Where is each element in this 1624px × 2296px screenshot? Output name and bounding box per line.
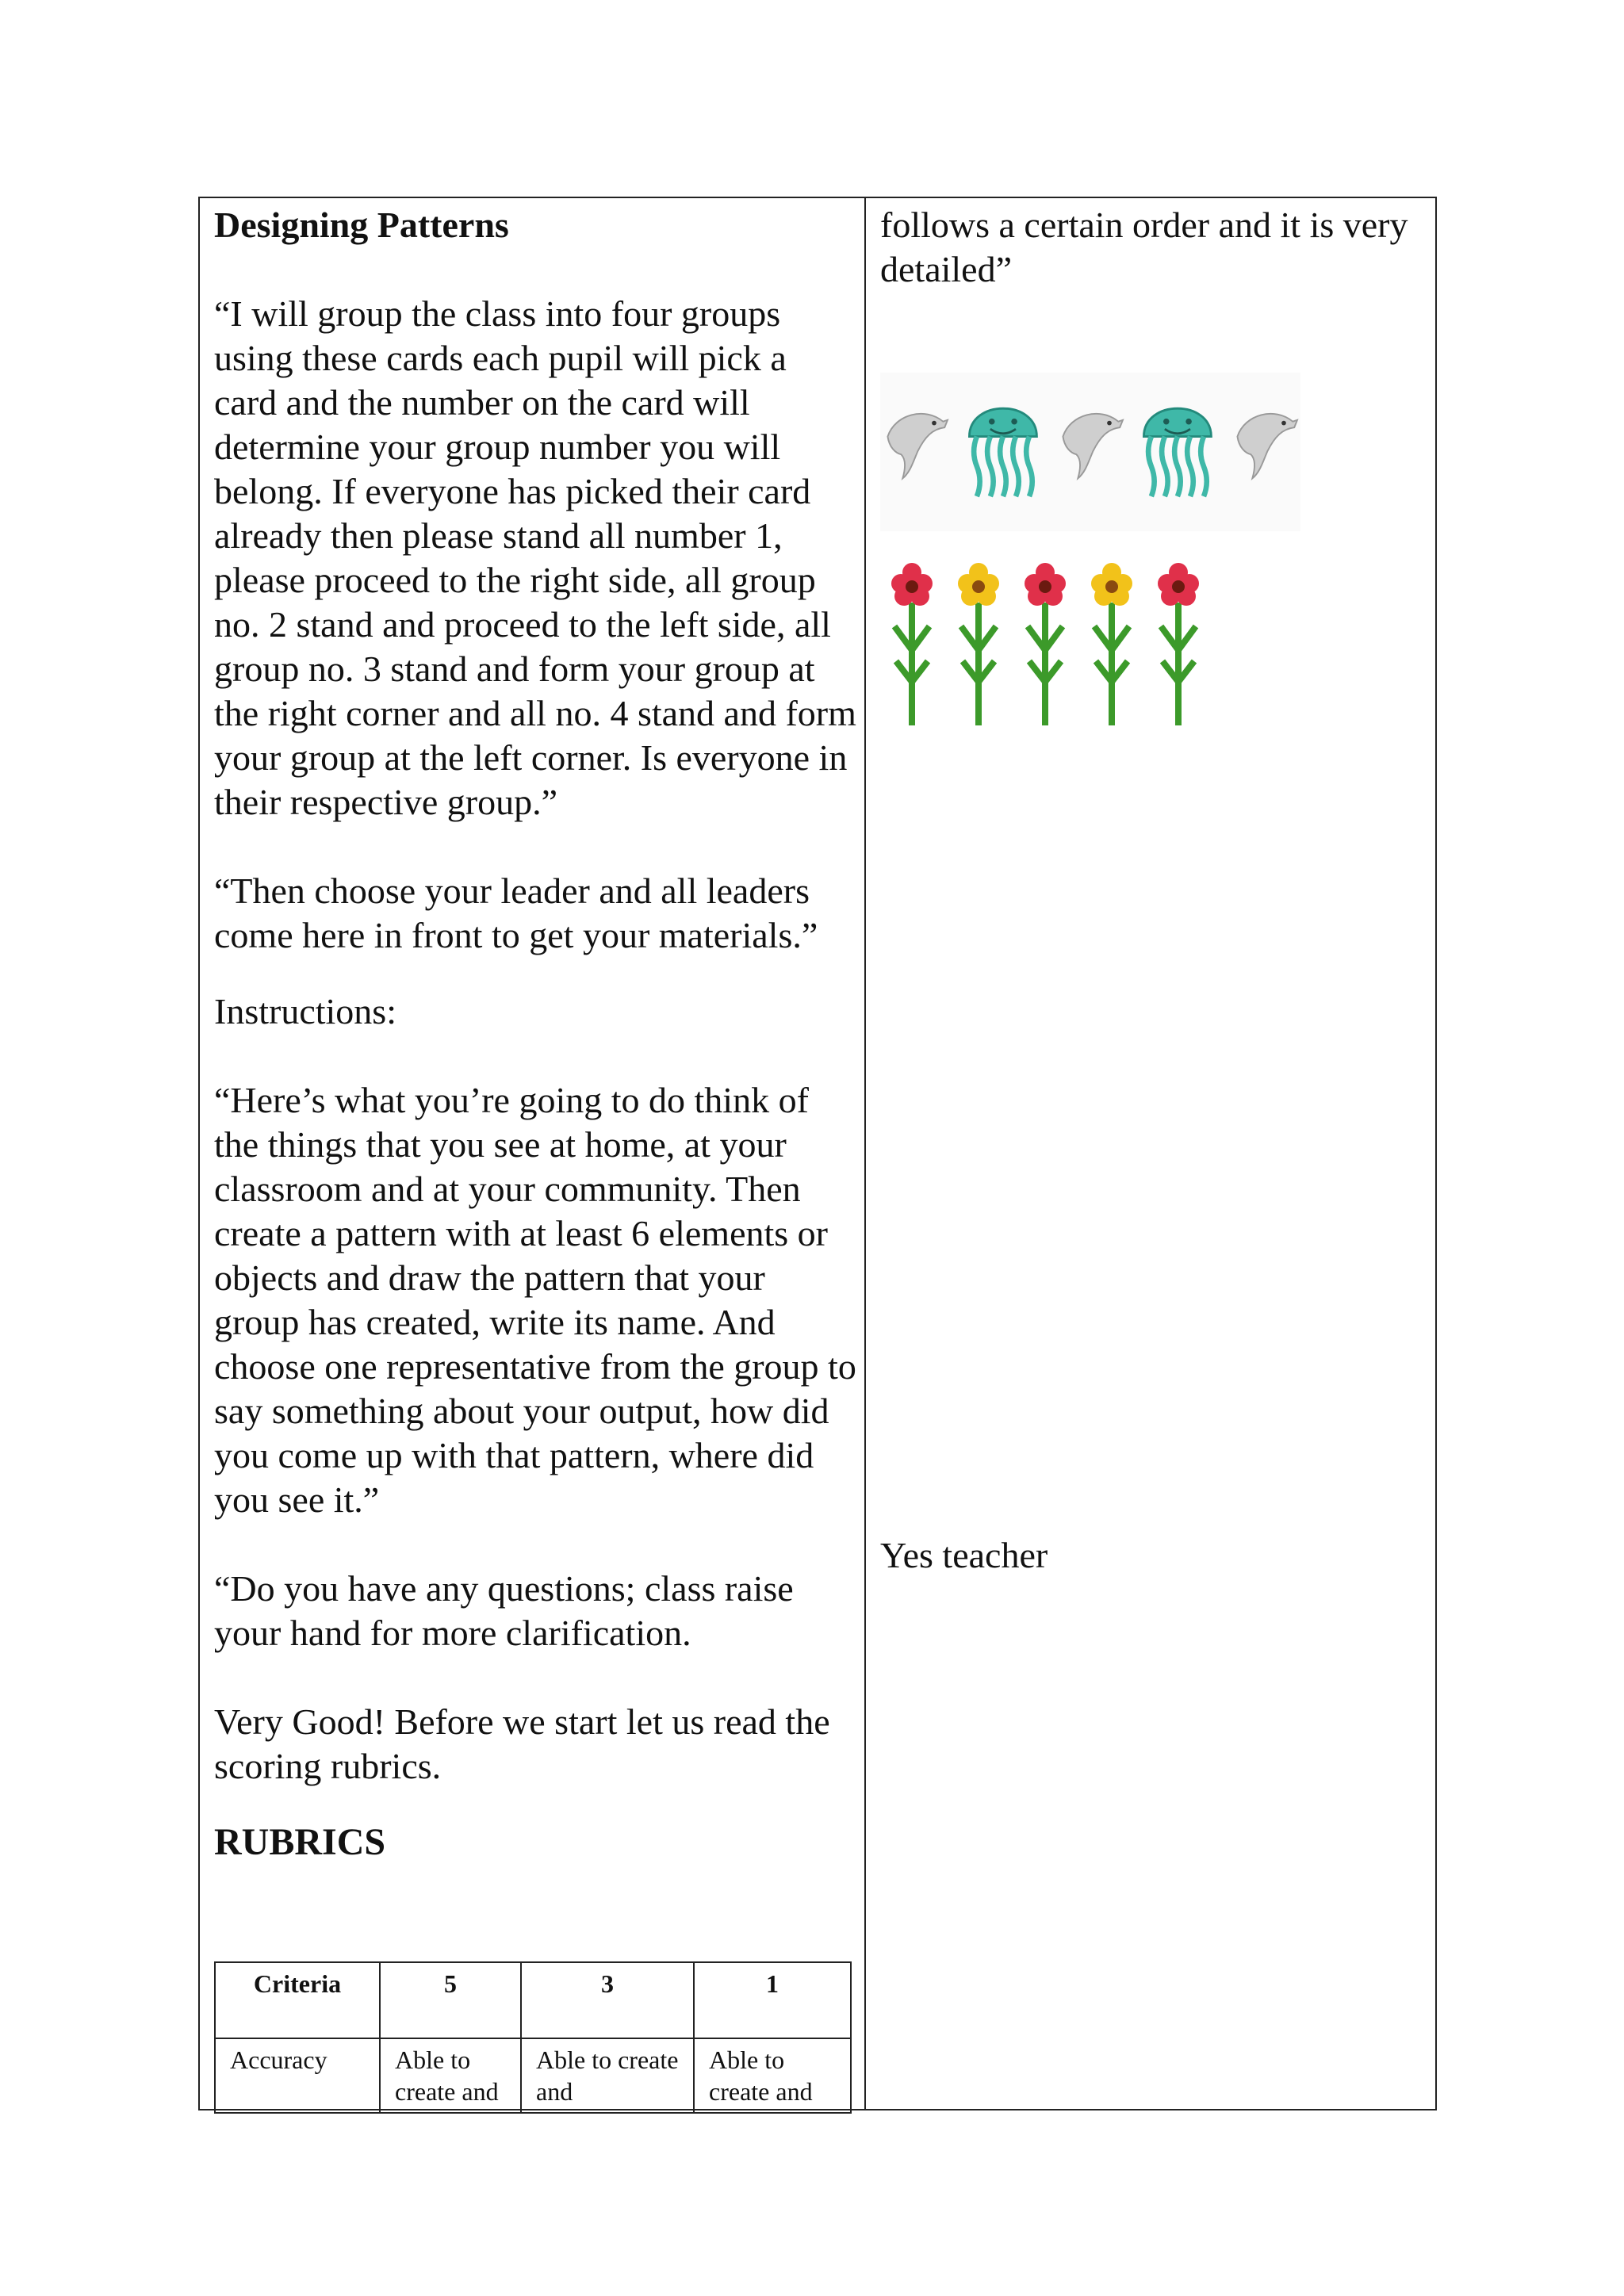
leaders-paragraph: “Then choose your leader and all leaders come here in front to get your materials.” (214, 871, 818, 955)
response-text-top: follows a certain order and it is very detailed” (880, 205, 1408, 289)
pupil-response-column (880, 203, 1427, 292)
instructions-label: Instructions: (214, 991, 396, 1031)
rubrics-title: RUBRICS (214, 1821, 386, 1863)
red-flower-icon (890, 563, 934, 729)
section-title: Designing Patterns (214, 205, 509, 245)
flower-pattern (890, 563, 1201, 729)
dolphin-icon (1055, 381, 1126, 507)
jellyfish-icon (962, 381, 1044, 507)
rubric-cell-5: Able to create and (380, 2038, 521, 2113)
rubric-header-5: 5 (380, 1962, 521, 2038)
red-flower-icon (1023, 563, 1067, 729)
grouping-paragraph: “I will group the class into four groups using these cards each pupil will pick a card and the number on the card will determine your group number you will belong. If everyone has picked their card already then please stand all number 1, please proceed to the right side, all group no. 2 stand and proceed to the left side, all group no. 3 stand and form your group at the right corner and all no. 4 stand and form your group at the left corner. Is everyone in their respective group.” (214, 293, 856, 822)
rubric-table (214, 1961, 852, 2114)
dolphin-icon (880, 381, 951, 507)
yellow-flower-icon (1090, 563, 1134, 729)
rubric-header-criteria: Criteria (215, 1962, 380, 2038)
rubric-cell-3: Able to create and (521, 2038, 694, 2113)
jellyfish-icon (1136, 381, 1219, 507)
teacher-activity-column (214, 203, 856, 1865)
yellow-flower-icon (956, 563, 1001, 729)
response-text-bottom: Yes teacher (880, 1535, 1048, 1575)
lesson-table (198, 197, 1437, 2110)
column-divider (864, 198, 866, 2109)
rubric-header-row (215, 1962, 851, 2038)
rubric-row-accuracy (215, 2038, 851, 2113)
dolphin-icon (1230, 381, 1300, 507)
rubrics-intro-paragraph: Very Good! Before we start let us read the scoring rubrics. (214, 1701, 830, 1786)
instructions-paragraph: “Here’s what you’re going to do think of the things that you see at home, at your classroom and at your community. Then create a pattern with at least 6 elements or objects and draw the pattern that your group has created, write its name. And choose one representative from the group to say something about your output, how did you come up with that pattern, where did you see it.” (214, 1080, 856, 1520)
rubric-header-3: 3 (521, 1962, 694, 2038)
rubric-header-1: 1 (694, 1962, 851, 2038)
rubric-cell-1: Able to create and (694, 2038, 851, 2113)
dolphin-jellyfish-pattern (880, 373, 1300, 531)
red-flower-icon (1156, 563, 1201, 729)
rubric-cell-criteria: Accuracy (215, 2038, 380, 2113)
questions-paragraph: “Do you have any questions; class raise your hand for more clarification. (214, 1568, 794, 1653)
